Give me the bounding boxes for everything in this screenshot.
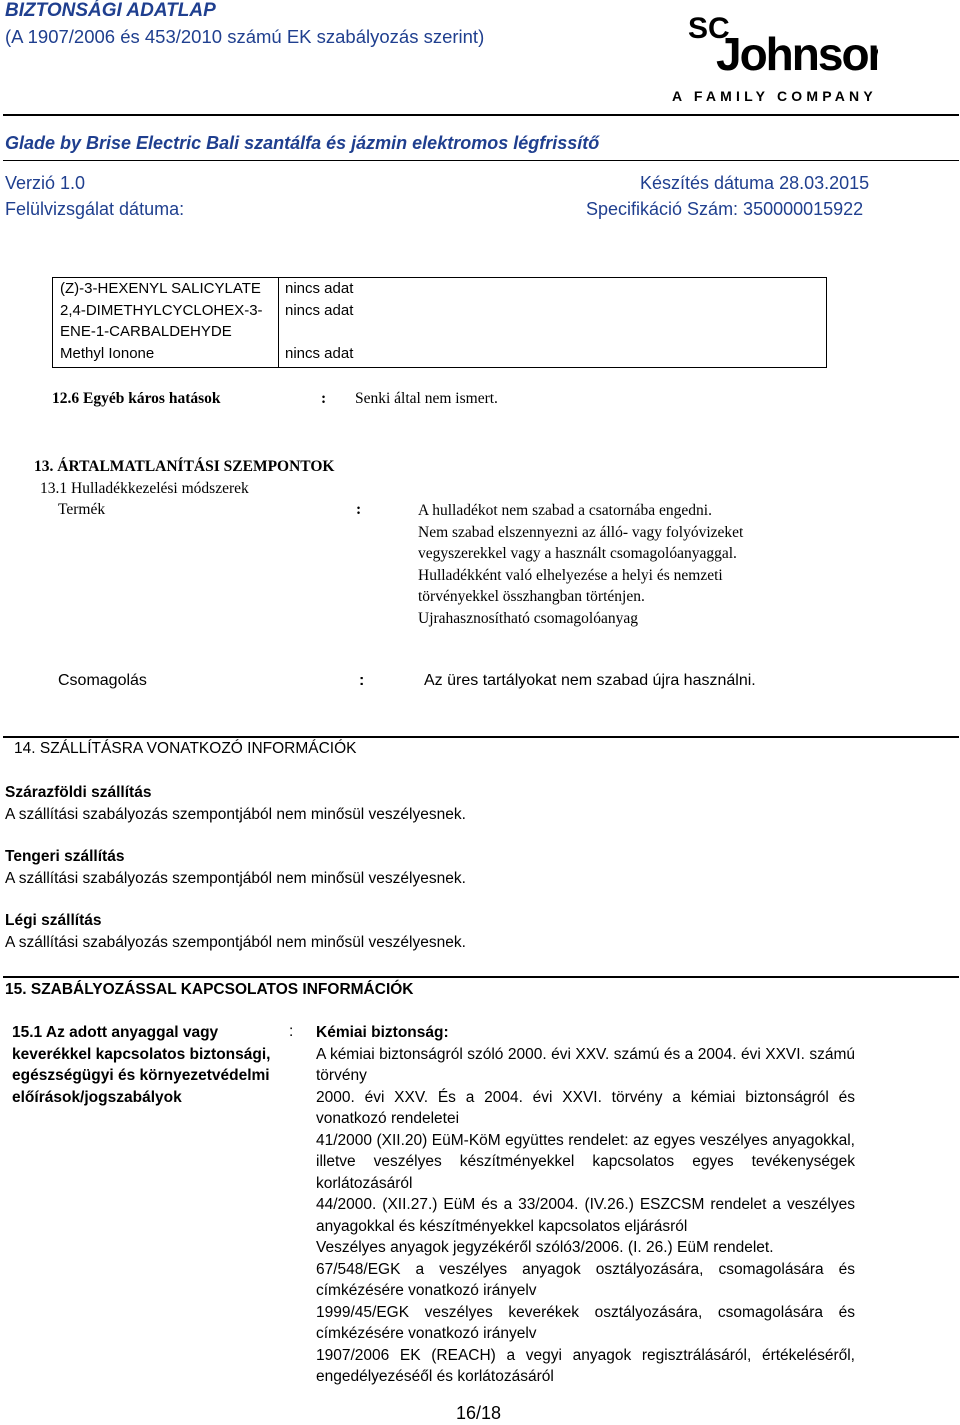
csomagolas-value: Az üres tartályokat nem szabad újra használni. — [424, 672, 756, 689]
section-13-1-heading: 13.1 Hulladékkezelési módszerek — [40, 480, 249, 497]
csomagolas-colon: : — [359, 672, 365, 689]
table-cell-value: nincs adat — [285, 345, 354, 362]
section-14-divider — [3, 736, 959, 738]
s15-paragraph: 2000. évi XXV. És a 2004. évi XXVI. törvény a kémiai biztonságról és vonatkozó rendeletei — [316, 1088, 855, 1127]
regulation-subtitle: (A 1907/2006 és 453/2010 számú EK szabályozás szerint) — [5, 26, 485, 47]
created-date: Készítés dátuma 28.03.2015 — [640, 173, 870, 193]
s15-paragraph: 1907/2006 EK (REACH) a vegyi anyagok regisztrálásáról, értékeléséről, engedélyezéséől és korlátozásáról — [316, 1346, 855, 1385]
section-13-heading: 13. ÁRTALMATLANÍTÁSI SZEMPONTOK — [34, 458, 335, 475]
s15-paragraph: 44/2000. (XII.27.) EüM és a 33/2004. (IV.26.) ESZCSM rendelet a veszélyes anyagokkal és készítményekkel kapcsolatos eljárásról — [316, 1196, 855, 1235]
transport-title: Légi szállítás — [5, 912, 102, 929]
s12-6-colon: : — [321, 390, 327, 407]
s12-6-value: Senki által nem ismert. — [355, 390, 498, 407]
table-cell-value: nincs adat — [285, 302, 354, 319]
section-15-heading: 15. SZABÁLYOZÁSSAL KAPCSOLATOS INFORMÁCIÓK — [5, 981, 414, 998]
s15-colon: : — [289, 1023, 294, 1040]
logo-brand-text: Johnson — [716, 28, 878, 80]
review-date-label: Felülvizsgálat dátuma: — [5, 199, 185, 219]
termek-line: Hulladékként való elhelyezése a helyi és nemzeti — [418, 566, 723, 584]
ingredients-table — [52, 277, 827, 368]
header-divider — [3, 114, 959, 116]
csomagolas-label: Csomagolás — [58, 672, 147, 689]
termek-line: Ujrahasznosítható csomagolóanyag — [418, 609, 638, 627]
s15-paragraph: 41/2000 (XII.20) EüM-KöM együttes rendelet: az egyes veszélyes anyagokkal, illetve veszélyes készítményekkel kapcsolatos egyes tevékenységek korlátozásáról — [316, 1131, 855, 1192]
termek-line: törvényekkel összhangban történjen. — [418, 588, 645, 605]
transport-text: A szállítási szabályozás szempontjából nem minősül veszélyesnek. — [5, 934, 466, 951]
transport-title: Szárazföldi szállítás — [5, 784, 152, 801]
page-number: 16/18 — [456, 1403, 502, 1423]
s15-regulations — [316, 1022, 855, 1388]
table-cell-name: (Z)-3-HEXENYL SALICYLATE — [60, 280, 261, 297]
transport-title: Tengeri szállítás — [5, 848, 125, 865]
document-title: BIZTONSÁGI ADATLAP — [5, 0, 216, 21]
s12-6-label: 12.6 Egyéb káros hatások — [52, 390, 221, 407]
termek-colon: : — [356, 501, 362, 518]
s15-paragraph: Veszélyes anyagok jegyzékéről szóló3/2006. (I. 26.) EüM rendelet. — [316, 1239, 774, 1256]
s15-left-line: előírások/jogszabályok — [12, 1088, 182, 1106]
termek-text — [418, 500, 743, 629]
s15-right-title: Kémiai biztonság: — [316, 1024, 449, 1041]
sc-johnson-logo — [668, 8, 878, 108]
termek-line: vegyszerekkel vagy a használt csomagolóanyaggal. — [418, 545, 737, 562]
section-15-divider — [3, 976, 959, 978]
termek-label: Termék — [58, 501, 106, 518]
s15-left-line: keverékkel kapcsolatos biztonsági, — [12, 1045, 271, 1063]
table-cell-value: nincs adat — [285, 280, 354, 297]
transport-text: A szállítási szabályozás szempontjából nem minősül veszélyesnek. — [5, 806, 466, 823]
s15-paragraph: 67/548/EGK a veszélyes anyagok osztályozására, csomagolására és címkézésére vonatkozó irányelv — [316, 1260, 855, 1299]
table-cell-name: 2,4-DIMETHYLCYCLOHEX-3- — [60, 302, 263, 319]
spec-number: Specifikáció Szám: 350000015922 — [586, 199, 864, 219]
section-14-heading: 14. SZÁLLÍTÁSRA VONATKOZÓ INFORMÁCIÓK — [14, 740, 357, 757]
product-name: Glade by Brise Electric Bali szantálfa és jázmin elektromos légfrissítő — [5, 133, 600, 153]
termek-line: A hulladékot nem szabad a csatornába engedni. — [418, 502, 712, 519]
table-cell-name: Methyl Ionone — [60, 345, 155, 362]
s15-left-line: egészségügyi és környezetvédelmi — [12, 1067, 270, 1084]
version-label: Verzió 1.0 — [5, 173, 86, 193]
product-divider — [3, 160, 959, 161]
s15-left-line: 15.1 Az adott anyaggal vagy — [12, 1024, 219, 1041]
termek-line: Nem szabad elszennyezni az álló- vagy folyóvizeket — [418, 523, 744, 541]
section-15-1-label — [12, 1022, 270, 1108]
table-cell-name: ENE-1-CARBALDEHYDE — [60, 323, 232, 340]
s15-paragraph: A kémiai biztonságról szóló 2000. évi XXV. számú és a 2004. évi XXVI. számú törvény — [316, 1045, 855, 1084]
s15-paragraph: 1999/45/EGK veszélyes keverékek osztályozására, csomagolására és címkézésére vonatkozó irányelv — [316, 1303, 855, 1342]
logo-tagline-text: A FAMILY COMPANY — [672, 88, 877, 104]
logo-sc-text: SC — [688, 12, 730, 45]
table-column-divider — [278, 278, 279, 367]
transport-text: A szállítási szabályozás szempontjából nem minősül veszélyesnek. — [5, 870, 466, 887]
